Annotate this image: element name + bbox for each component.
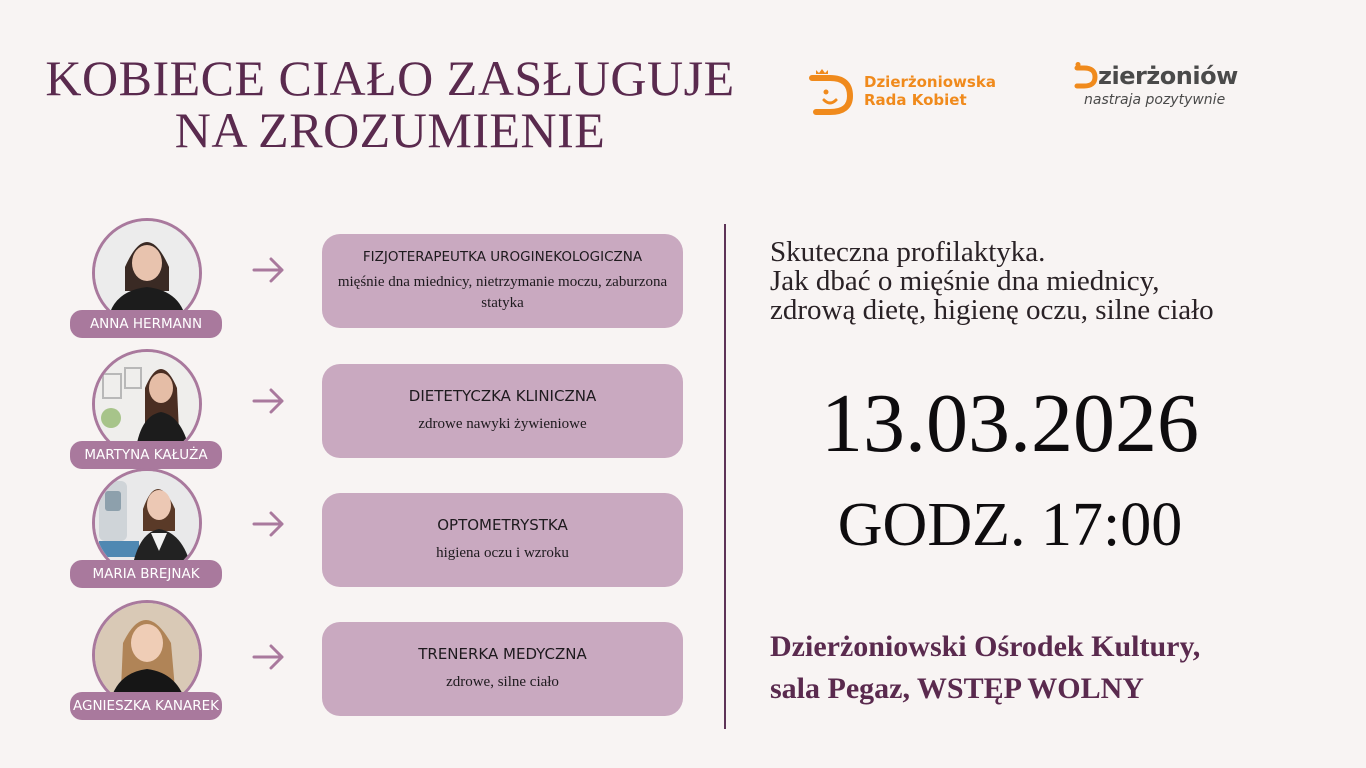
event-topic-line-1: Skuteczna profilaktyka.	[770, 236, 1046, 268]
city-logo-slogan: nastraja pozytywnie	[1084, 92, 1226, 108]
speaker-topic-card	[322, 234, 683, 328]
speaker-name-tag: MARIA BREJNAK	[70, 560, 222, 588]
event-topic	[770, 238, 1350, 325]
event-time: GODZ. 17:00	[837, 491, 1183, 559]
speaker-topic-card	[322, 364, 683, 458]
speaker-agnieszka-kanarek	[70, 600, 230, 730]
speaker-name-tag: MARTYNA KAŁUŻA	[70, 441, 222, 469]
title-line-2: NA ZROZUMIENIE	[174, 102, 606, 158]
speaker-role: DIETETYCZKA KLINICZNA	[408, 387, 597, 405]
speaker-topic: zdrowe nawyki żywieniowe	[418, 416, 587, 432]
city-logo-name: zierżoniów	[1098, 62, 1238, 90]
event-topic-line-2: Jak dbać o mięśnie dna miednicy,	[770, 265, 1160, 297]
event-topic-line-3: zdrową dietę, higienę oczu, silne ciało	[770, 294, 1214, 326]
vertical-divider	[724, 224, 726, 729]
title-line-1: KOBIECE CIAŁO ZASŁUGUJE	[45, 50, 735, 106]
event-venue-line-1: Dzierżoniowski Ośrodek Kultury,	[770, 630, 1201, 663]
event-title	[40, 52, 740, 156]
rada-kobiet-logo-mark-icon	[806, 66, 856, 116]
event-date: 13.03.2026	[821, 377, 1199, 470]
event-venue-line-2: sala Pegaz, WSTĘP WOLNY	[770, 672, 1144, 705]
speaker-role: OPTOMETRYSTKA	[437, 516, 568, 534]
speaker-role: TRENERKA MEDYCZNA	[418, 645, 587, 663]
speaker-role: FIZJOTERAPEUTKA UROGINEKOLOGICZNA	[362, 248, 643, 265]
arrow-right-icon	[252, 386, 286, 416]
speaker-martyna-kaluza	[70, 349, 230, 479]
arrow-right-icon	[252, 642, 286, 672]
dzierzoniow-city-logo	[1074, 62, 1238, 108]
arrow-right-icon	[252, 255, 286, 285]
rada-kobiet-logo-line-2: Rada Kobiet	[864, 91, 967, 109]
speaker-topic: higiena oczu i wzroku	[436, 545, 569, 561]
speaker-topic: mięśnie dna miednicy, nietrzymanie moczu, zaburzona statyka	[337, 273, 668, 311]
city-logo-d-icon	[1074, 62, 1098, 90]
speaker-topic-card	[322, 622, 683, 716]
event-venue	[770, 626, 1350, 710]
speaker-topic-card	[322, 493, 683, 587]
rada-kobiet-logo-line-1: Dzierżoniowska	[864, 73, 996, 91]
speaker-name-tag: ANNA HERMANN	[70, 310, 222, 338]
speaker-name-tag: AGNIESZKA KANAREK	[70, 692, 222, 720]
speaker-maria-brejnak	[70, 468, 230, 598]
speaker-anna-hermann	[70, 218, 230, 348]
speaker-topic: zdrowe, silne ciało	[446, 674, 559, 690]
rada-kobiet-logo	[806, 66, 996, 116]
arrow-right-icon	[252, 509, 286, 539]
